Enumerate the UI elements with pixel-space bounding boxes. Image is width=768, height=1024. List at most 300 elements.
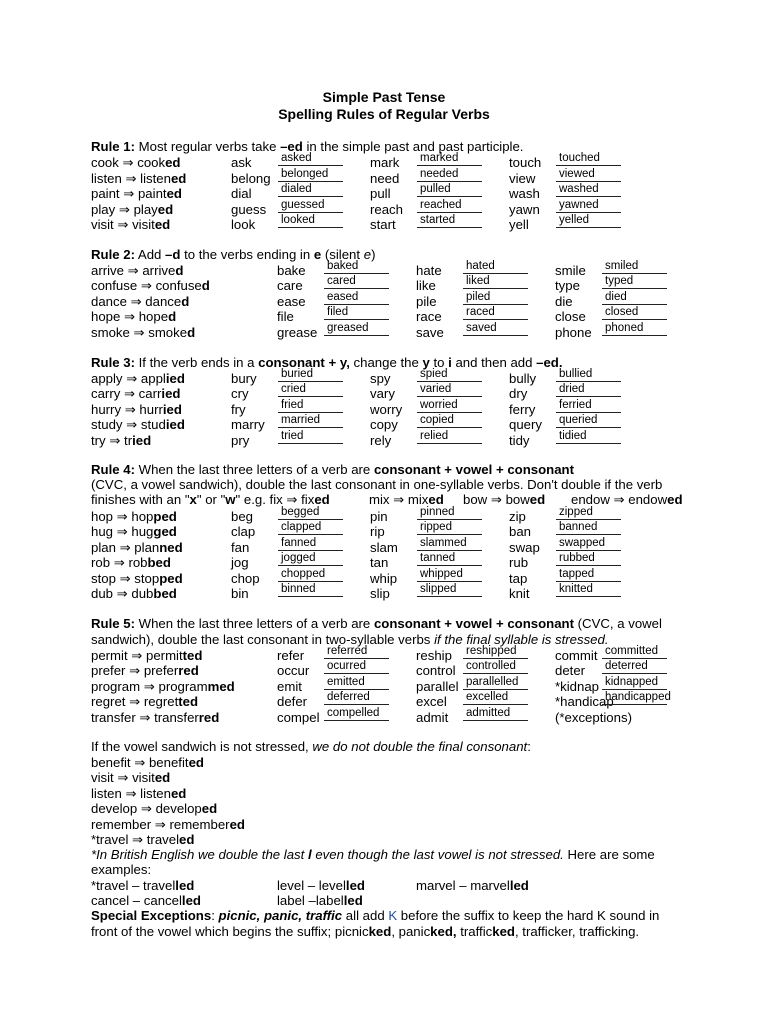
example-ending: ed: [154, 217, 171, 232]
verb-word: occur: [277, 663, 310, 679]
answer-blank: committed: [602, 645, 667, 659]
example-ending: ted: [178, 694, 199, 710]
example-conversion: [91, 386, 180, 401]
answer-blank: eased: [324, 291, 389, 305]
verb-word: copy: [370, 417, 398, 433]
example-ending: bed: [153, 586, 177, 601]
item-base: listen ⇒ listen: [91, 785, 171, 801]
answer-blank: died: [602, 291, 667, 305]
verb-word: dry: [509, 386, 528, 402]
verb-word: spy: [370, 371, 391, 386]
item-ending: ed: [179, 832, 195, 847]
example-conversion: [91, 571, 183, 586]
verb-word: fry: [231, 401, 246, 417]
verb-word: reach: [370, 201, 403, 217]
verb-word: reship: [416, 648, 452, 663]
answer-blank: washed: [556, 183, 621, 197]
verb-word: grease: [277, 324, 318, 340]
example-conversion: [91, 540, 183, 555]
answer-blank: chopped: [278, 568, 343, 582]
example-base: dance ⇒ dance: [91, 293, 182, 309]
example-ending: d: [181, 293, 190, 309]
rule3-text: If the verb ends in a: [134, 355, 259, 370]
example-base: arrive ⇒ arrive: [91, 263, 176, 278]
item-ending: ed: [170, 785, 187, 801]
example-conversion: [91, 263, 183, 278]
verb-word: bully: [509, 371, 537, 386]
rule1-text-a: Most regular verbs take: [134, 139, 281, 154]
rule4-text: " or ": [196, 492, 226, 507]
special-text: front of the vowel which begins the suffix; picnic: [91, 924, 369, 939]
example-base: label –label: [277, 893, 344, 909]
rule4-label: Rule 4:: [91, 462, 135, 477]
rule5-italic: if the final syllable is stressed.: [430, 632, 609, 647]
example-conversion: [91, 555, 171, 570]
rule1-bold: –ed: [280, 139, 303, 154]
example-base: rob ⇒ rob: [91, 555, 148, 571]
not-stressed-item: [91, 801, 217, 816]
not-stressed-text: :: [527, 739, 531, 754]
answer-blank: saved: [463, 322, 528, 336]
answer-blank: tapped: [556, 568, 621, 582]
example-base: hope ⇒ hope: [91, 309, 169, 325]
answer-blank: yelled: [556, 214, 621, 228]
example-conversion: [91, 202, 173, 217]
rule4-bold: w: [225, 492, 236, 507]
verb-word: parallel: [416, 678, 459, 694]
example-conversion: [91, 710, 219, 725]
example-ending: bed: [147, 555, 171, 571]
not-stressed-item: [91, 786, 186, 801]
british-example: [91, 893, 201, 908]
rule5-label: Rule 5:: [91, 616, 135, 631]
item-ending: ed: [229, 816, 245, 832]
example-ending: ged: [153, 524, 177, 540]
rule4-text: bow ⇒ bow: [463, 492, 530, 507]
answer-blank: deterred: [602, 660, 667, 674]
rule4-text: endow ⇒ endow: [571, 492, 668, 507]
answer-blank: buried: [278, 368, 343, 382]
example-conversion: [91, 509, 177, 524]
rule5-text: When the last three letters of a verb are: [134, 616, 374, 631]
special-exceptions-line1: [91, 908, 659, 923]
verb-word: deter: [555, 663, 586, 679]
verb-word: pile: [416, 293, 437, 309]
example-base: regret ⇒ regret: [91, 694, 179, 710]
rule4-text: " e.g. fix ⇒ fix: [235, 492, 315, 507]
answer-blank: clapped: [278, 521, 343, 535]
verb-word: phone: [555, 324, 592, 340]
example-conversion: [91, 417, 185, 432]
answer-blank: referred: [324, 645, 389, 659]
verb-word: look: [231, 217, 256, 232]
verb-word: need: [370, 170, 400, 186]
special-text: , trafficker, trafficking.: [514, 924, 640, 939]
british-italic: even though the last vowel is not stressed.: [311, 847, 564, 862]
example-conversion: [91, 186, 182, 201]
item-ending: ed: [201, 801, 218, 817]
answer-blank: reached: [417, 199, 482, 213]
verb-word: ferry: [509, 401, 536, 417]
rule4-text: When the last three letters of a verb are: [134, 462, 374, 477]
rule2-label: Rule 2:: [91, 247, 135, 262]
special-text: , panic: [391, 924, 431, 939]
rule2-text: ): [371, 247, 376, 262]
item-base: develop ⇒ develop: [91, 801, 202, 817]
verb-word: bin: [231, 586, 249, 601]
verb-word: excel: [416, 694, 447, 710]
verb-word: admit: [416, 709, 449, 725]
example-base: permit ⇒ permit: [91, 648, 183, 663]
answer-blank: phoned: [602, 322, 667, 336]
verb-word: swap: [509, 539, 540, 555]
verb-word: whip: [370, 570, 398, 586]
verb-word: yell: [509, 217, 529, 232]
answer-blank: worried: [417, 399, 482, 413]
special-label: Special Exceptions: [91, 908, 212, 923]
example-base: carry ⇒ carr: [91, 386, 162, 402]
rule3-text: and then add: [451, 355, 537, 370]
example-base: cancel – cancel: [91, 893, 182, 909]
answer-blank: belonged: [278, 168, 343, 182]
answer-blank: tidied: [556, 430, 621, 444]
answer-blank: relied: [417, 430, 482, 444]
example-ending: led: [509, 878, 529, 893]
answer-blank: whipped: [417, 568, 482, 582]
example-ending: ped: [159, 570, 183, 586]
answer-blank: admitted: [463, 707, 528, 721]
example-base: study ⇒ stud: [91, 417, 166, 433]
answer-blank: rubbed: [556, 552, 621, 566]
verb-word: emit: [277, 678, 302, 694]
answer-blank: slammed: [417, 537, 482, 551]
verb-word: cry: [231, 386, 249, 402]
example-conversion: [91, 371, 185, 386]
answer-blank: pulled: [417, 183, 482, 197]
example-base: cook ⇒ cook: [91, 155, 166, 170]
verb-word: belong: [231, 170, 271, 186]
item-base: *travel ⇒ travel: [91, 832, 180, 847]
special-bold: ked,: [430, 924, 457, 939]
example-base: program ⇒ program: [91, 678, 208, 694]
verb-word: worry: [370, 401, 403, 417]
document-title: Simple Past Tense: [322, 89, 446, 105]
rule2-text: Add: [134, 247, 166, 262]
verb-word: type: [555, 278, 580, 294]
verb-word: pull: [370, 186, 391, 201]
verb-word: zip: [509, 509, 526, 524]
example-conversion: [91, 694, 198, 709]
rule4-heading: [91, 462, 574, 477]
answer-blank: guessed: [278, 199, 343, 213]
verb-word: touch: [509, 155, 542, 170]
answer-blank: banned: [556, 521, 621, 535]
example-ending: med: [207, 678, 235, 694]
verb-word: care: [277, 278, 303, 294]
answer-blank: liked: [463, 275, 528, 289]
answer-blank: controlled: [463, 660, 528, 674]
example-ending: ied: [165, 371, 185, 386]
rule2-text: to the verbs ending in: [180, 247, 314, 262]
verb-word: defer: [277, 694, 308, 710]
example-conversion: [91, 278, 210, 293]
rule3-bold: y: [422, 355, 430, 370]
answer-blank: spied: [417, 368, 482, 382]
document-subtitle: Spelling Rules of Regular Verbs: [278, 106, 490, 122]
example-ending: led: [343, 893, 363, 909]
example-base: smoke ⇒ smoke: [91, 324, 188, 340]
not-stressed-item: [91, 817, 245, 832]
rule5-bold: consonant + vowel + consonant: [373, 616, 574, 631]
answer-blank: greased: [324, 322, 389, 336]
verb-word: tan: [370, 555, 389, 571]
example-base: hop ⇒ hop: [91, 509, 154, 524]
answer-blank: deferred: [324, 691, 389, 705]
item-base: visit ⇒ visit: [91, 770, 155, 786]
verb-word: knit: [509, 586, 530, 601]
answer-blank: viewed: [556, 168, 621, 182]
answer-blank: married: [278, 414, 343, 428]
answer-blank: bullied: [556, 368, 621, 382]
answer-blank: tanned: [417, 552, 482, 566]
verb-word: yawn: [509, 201, 540, 217]
rule3-label: Rule 3:: [91, 355, 135, 370]
example-conversion: [91, 402, 182, 417]
answer-blank: knitted: [556, 583, 621, 597]
verb-word: slam: [370, 539, 398, 555]
answer-blank: excelled: [463, 691, 528, 705]
answer-blank: tried: [278, 430, 343, 444]
verb-word: bury: [231, 371, 257, 386]
answer-blank: kidnapped: [602, 676, 667, 690]
rule4-bold: consonant + vowel + consonant: [373, 462, 574, 477]
verb-word: bake: [277, 263, 306, 278]
answer-blank: cared: [324, 275, 389, 289]
british-example: [91, 878, 194, 893]
example-conversion: [91, 433, 151, 448]
example-ending: d: [201, 278, 210, 294]
special-words: picnic, panic, traffic: [218, 908, 343, 923]
answer-blank: begged: [278, 506, 343, 520]
example-ending: ied: [165, 417, 185, 433]
example-ending: ied: [161, 386, 181, 402]
example-base: listen ⇒ listen: [91, 170, 171, 186]
answer-blank: slipped: [417, 583, 482, 597]
verb-word: vary: [370, 386, 395, 402]
verb-word: guess: [231, 201, 267, 217]
example-conversion: [91, 648, 202, 663]
item-ending: ed: [154, 770, 171, 786]
special-text: all add: [342, 908, 389, 923]
verb-word: fan: [231, 539, 250, 555]
rule4-bold: ed: [529, 492, 546, 507]
not-stressed-item: [91, 832, 194, 847]
verb-word: jog: [231, 555, 249, 571]
british-example: [277, 893, 363, 908]
rule2-italic: e: [363, 247, 372, 262]
answer-blank: ferried: [556, 399, 621, 413]
special-text: :: [211, 908, 219, 923]
answer-blank: hated: [463, 260, 528, 274]
verb-word: refer: [277, 648, 305, 663]
example-conversion: [91, 663, 199, 678]
verb-word: control: [416, 663, 456, 679]
verb-word: view: [509, 170, 536, 186]
verb-word: close: [555, 309, 586, 325]
verb-word: clap: [231, 524, 256, 540]
verb-word: tap: [509, 570, 528, 586]
example-conversion: [91, 524, 177, 539]
verb-word: slip: [370, 586, 390, 601]
verb-word: beg: [231, 509, 254, 524]
british-example: [416, 878, 529, 893]
example-ending: ed: [166, 186, 182, 201]
verb-word: save: [416, 324, 444, 340]
example-base: visit ⇒ visit: [91, 217, 155, 232]
answer-blank: fried: [278, 399, 343, 413]
answer-blank: smiled: [602, 260, 667, 274]
example-ending: d: [187, 324, 196, 340]
rule2-bold: e: [313, 247, 322, 262]
british-note: [91, 847, 655, 862]
verb-word: pin: [370, 509, 388, 524]
verb-word: commit: [555, 648, 598, 663]
example-base: try ⇒ tr: [91, 432, 133, 448]
rule2-bold: –d: [165, 247, 181, 262]
answer-blank: typed: [602, 275, 667, 289]
example-ending: ed: [165, 155, 181, 170]
not-stressed-item: [91, 770, 170, 785]
verb-word: rub: [509, 555, 529, 571]
answer-blank: cried: [278, 383, 343, 397]
answer-blank: queried: [556, 414, 621, 428]
example-conversion: [91, 171, 186, 186]
example-base: transfer ⇒ transfer: [91, 709, 199, 725]
answer-blank: dried: [556, 383, 621, 397]
verb-word: file: [277, 309, 294, 325]
not-stressed-item: [91, 755, 204, 770]
example-base: paint ⇒ paint: [91, 186, 167, 201]
rule3-bold: consonant + y,: [258, 355, 350, 370]
verb-word: marry: [231, 417, 265, 433]
answer-blank: marked: [417, 152, 482, 166]
example-base: prefer ⇒ prefer: [91, 663, 179, 679]
example-conversion: [91, 679, 235, 694]
not-stressed-italic: we do not double the final consonant: [312, 739, 528, 754]
example-ending: led: [181, 893, 201, 909]
british-text: Here are some: [563, 847, 655, 862]
verb-word: tidy: [509, 432, 530, 448]
answer-blank: raced: [463, 306, 528, 320]
verb-word: ban: [509, 524, 532, 540]
verb-word: race: [416, 309, 442, 325]
example-ending: ted: [182, 648, 203, 663]
answer-blank: varied: [417, 383, 482, 397]
verb-word: hate: [416, 263, 442, 278]
example-conversion: [91, 586, 177, 601]
example-ending: d: [168, 309, 177, 325]
verb-word: wash: [509, 186, 540, 201]
verb-word: smile: [555, 263, 586, 278]
british-italic: *In British English we double the last: [91, 847, 308, 862]
example-ending: led: [175, 878, 195, 893]
answer-blank: copied: [417, 414, 482, 428]
rule3-text: change the: [349, 355, 423, 370]
rule3-bold: –ed.: [536, 355, 563, 370]
answer-blank: started: [417, 214, 482, 228]
answer-blank: looked: [278, 214, 343, 228]
verb-word: rely: [370, 432, 392, 448]
rule3-bold: i: [448, 355, 452, 370]
answer-blank: reshipped: [463, 645, 528, 659]
british-example: [277, 878, 365, 893]
rule4-text: mix ⇒ mix: [369, 492, 429, 507]
item-base: benefit ⇒ benefit: [91, 755, 189, 770]
example-base: *travel – travel: [91, 878, 176, 893]
rule5-text: (CVC, a vowel: [574, 616, 662, 631]
example-base: marvel – marvel: [416, 878, 510, 893]
rule5-heading: [91, 616, 662, 631]
verb-word: query: [509, 417, 542, 433]
rule4-bold: ed: [314, 492, 330, 507]
example-conversion: [91, 309, 176, 324]
verb-word: start: [370, 217, 396, 232]
answer-blank: pinned: [417, 506, 482, 520]
answer-blank: handicapped: [602, 691, 667, 705]
not-stressed-intro: [91, 739, 531, 754]
example-base: plan ⇒ plan: [91, 539, 160, 555]
answer-blank: closed: [602, 306, 667, 320]
answer-blank: compelled: [324, 707, 389, 721]
example-base: apply ⇒ appl: [91, 371, 166, 386]
examples-label: examples:: [91, 862, 152, 877]
answer-blank: ripped: [417, 521, 482, 535]
answer-blank: fanned: [278, 537, 343, 551]
example-ending: d: [175, 263, 184, 278]
answer-blank: emitted: [324, 676, 389, 690]
example-ending: red: [198, 709, 220, 725]
verb-word: like: [416, 278, 436, 294]
answer-blank: jogged: [278, 552, 343, 566]
special-text: before the suffix to keep the hard K sound in: [397, 908, 660, 923]
verb-word: (*exceptions): [555, 709, 632, 725]
example-ending: ed: [157, 201, 174, 217]
answer-blank: dialed: [278, 183, 343, 197]
answer-blank: ocurred: [324, 660, 389, 674]
example-ending: ed: [170, 170, 187, 186]
example-ending: ped: [153, 509, 177, 524]
rule4-bold: x: [189, 492, 197, 507]
rule4-bold: ed: [428, 492, 444, 507]
british-bold-l: l: [307, 847, 312, 862]
rule5-text: sandwich), double the last consonant: [91, 632, 312, 647]
answer-blank: asked: [278, 152, 343, 166]
example-base: dub ⇒ dub: [91, 586, 154, 601]
example-conversion: [91, 217, 170, 232]
example-base: confuse ⇒ confuse: [91, 278, 202, 294]
not-stressed-text: If the vowel sandwich is not stressed,: [91, 739, 313, 754]
answer-blank: zipped: [556, 506, 621, 520]
rule4-line2: (CVC, a vowel sandwich), double the last consonant in one-syllable verbs. Don't double if the verb: [91, 477, 663, 492]
answer-blank: needed: [417, 168, 482, 182]
answer-blank: touched: [556, 152, 621, 166]
example-ending: ied: [162, 401, 182, 417]
special-bold: ked: [492, 924, 515, 939]
verb-word: rip: [370, 524, 385, 540]
item-base: remember ⇒ remember: [91, 816, 230, 832]
answer-blank: baked: [324, 260, 389, 274]
example-base: hug ⇒ hug: [91, 524, 154, 540]
